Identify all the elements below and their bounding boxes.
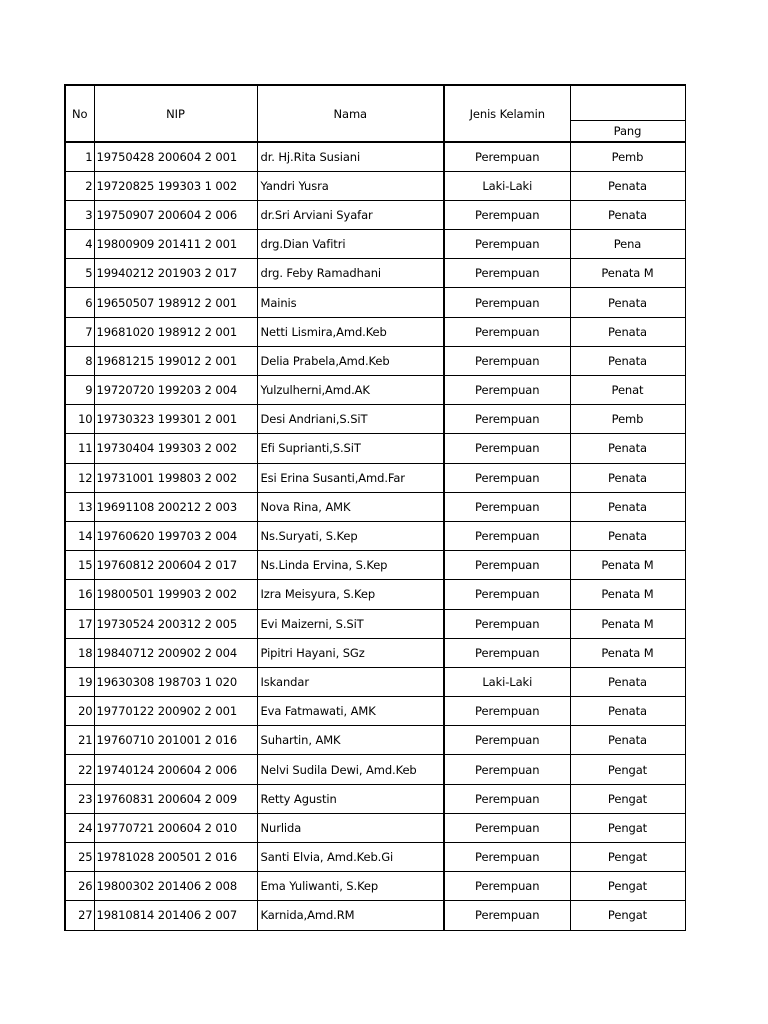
table-row: [65, 376, 685, 405]
pangkat-cell: Pengat: [570, 901, 685, 930]
nip-cell: 19781028 200501 2 016: [94, 843, 257, 872]
row-number: 23: [65, 784, 94, 813]
nip-cell: 19940212 201903 2 017: [94, 259, 257, 288]
nip-cell: 19760620 199703 2 004: [94, 521, 257, 550]
nama-cell: drg.Dian Vafitri: [257, 230, 444, 259]
pangkat-cell: Pengat: [570, 843, 685, 872]
table-row: [65, 667, 685, 696]
header-pangkat-group: [570, 85, 685, 121]
pangkat-cell: Penata M: [570, 609, 685, 638]
row-number: 10: [65, 405, 94, 434]
jenis-kelamin-cell: Perempuan: [444, 434, 570, 463]
jenis-kelamin-cell: Perempuan: [444, 609, 570, 638]
nip-cell: 19730524 200312 2 005: [94, 609, 257, 638]
row-number: 19: [65, 667, 94, 696]
pangkat-cell: Penata: [570, 667, 685, 696]
nip-cell: 19770122 200902 2 001: [94, 697, 257, 726]
nama-cell: dr. Hj.Rita Susiani: [257, 142, 444, 171]
nip-cell: 19800501 199903 2 002: [94, 580, 257, 609]
nama-cell: Eva Fatmawati, AMK: [257, 697, 444, 726]
row-number: 20: [65, 697, 94, 726]
pangkat-cell: Penata: [570, 463, 685, 492]
jenis-kelamin-cell: Perempuan: [444, 755, 570, 784]
pangkat-cell: Penata: [570, 288, 685, 317]
nip-cell: 19730323 199301 2 001: [94, 405, 257, 434]
jenis-kelamin-cell: Perempuan: [444, 288, 570, 317]
employee-table: [64, 84, 686, 931]
table-row: [65, 463, 685, 492]
nip-cell: 19800909 201411 2 001: [94, 230, 257, 259]
jenis-kelamin-cell: Perempuan: [444, 317, 570, 346]
row-number: 13: [65, 492, 94, 521]
nip-cell: 19840712 200902 2 004: [94, 638, 257, 667]
row-number: 11: [65, 434, 94, 463]
nip-cell: 19630308 198703 1 020: [94, 667, 257, 696]
nama-cell: Izra Meisyura, S.Kep: [257, 580, 444, 609]
pangkat-cell: Penata M: [570, 259, 685, 288]
pangkat-cell: Pena: [570, 230, 685, 259]
pangkat-cell: Penat: [570, 376, 685, 405]
nama-cell: Nurlida: [257, 813, 444, 842]
row-number: 24: [65, 813, 94, 842]
row-number: 1: [65, 142, 94, 171]
nip-cell: 19760812 200604 2 017: [94, 551, 257, 580]
table-row: [65, 609, 685, 638]
nip-cell: 19750907 200604 2 006: [94, 200, 257, 229]
jenis-kelamin-cell: Perempuan: [444, 463, 570, 492]
table-row: [65, 317, 685, 346]
header-nip: NIP: [94, 85, 257, 142]
table-row: [65, 755, 685, 784]
row-number: 3: [65, 200, 94, 229]
jenis-kelamin-cell: Perempuan: [444, 346, 570, 375]
table-row: [65, 346, 685, 375]
jenis-kelamin-cell: Perempuan: [444, 872, 570, 901]
nip-cell: 19810814 201406 2 007: [94, 901, 257, 930]
nip-cell: 19720825 199303 1 002: [94, 171, 257, 200]
jenis-kelamin-cell: Perempuan: [444, 142, 570, 171]
header-nama: Nama: [257, 85, 444, 142]
pangkat-cell: Penata M: [570, 638, 685, 667]
row-number: 7: [65, 317, 94, 346]
nama-cell: Desi Andriani,S.SiT: [257, 405, 444, 434]
nama-cell: Delia Prabela,Amd.Keb: [257, 346, 444, 375]
pangkat-cell: Pemb: [570, 142, 685, 171]
table-row: [65, 638, 685, 667]
table-row: [65, 813, 685, 842]
nama-cell: Netti Lismira,Amd.Keb: [257, 317, 444, 346]
pangkat-cell: Pengat: [570, 755, 685, 784]
nip-cell: 19750428 200604 2 001: [94, 142, 257, 171]
jenis-kelamin-cell: Perempuan: [444, 843, 570, 872]
pangkat-cell: Penata: [570, 697, 685, 726]
jenis-kelamin-cell: Perempuan: [444, 551, 570, 580]
table-row: [65, 521, 685, 550]
row-number: 8: [65, 346, 94, 375]
nip-cell: 19740124 200604 2 006: [94, 755, 257, 784]
nama-cell: Suhartin, AMK: [257, 726, 444, 755]
table-row: [65, 288, 685, 317]
nip-cell: 19760831 200604 2 009: [94, 784, 257, 813]
nip-cell: 19691108 200212 2 003: [94, 492, 257, 521]
table-row: [65, 200, 685, 229]
nama-cell: Esi Erina Susanti,Amd.Far: [257, 463, 444, 492]
table-row: [65, 405, 685, 434]
nip-cell: 19760710 201001 2 016: [94, 726, 257, 755]
pangkat-cell: Pengat: [570, 813, 685, 842]
employee-rows: [65, 142, 685, 930]
header-jenis-kelamin: Jenis Kelamin: [444, 85, 570, 142]
row-number: 17: [65, 609, 94, 638]
pangkat-cell: Pengat: [570, 784, 685, 813]
pangkat-cell: Penata: [570, 346, 685, 375]
table-row: [65, 697, 685, 726]
row-number: 14: [65, 521, 94, 550]
row-number: 5: [65, 259, 94, 288]
nama-cell: drg. Feby Ramadhani: [257, 259, 444, 288]
table-row: [65, 492, 685, 521]
nama-cell: Karnida,Amd.RM: [257, 901, 444, 930]
jenis-kelamin-cell: Perempuan: [444, 784, 570, 813]
row-number: 25: [65, 843, 94, 872]
row-number: 12: [65, 463, 94, 492]
table-row: [65, 843, 685, 872]
nip-cell: 19731001 199803 2 002: [94, 463, 257, 492]
table-row: [65, 580, 685, 609]
header-pangkat: Pang: [570, 121, 685, 143]
nip-cell: 19770721 200604 2 010: [94, 813, 257, 842]
pangkat-cell: Penata M: [570, 580, 685, 609]
table-row: [65, 726, 685, 755]
row-number: 26: [65, 872, 94, 901]
nama-cell: Iskandar: [257, 667, 444, 696]
table-row: [65, 230, 685, 259]
row-number: 22: [65, 755, 94, 784]
nip-cell: 19730404 199303 2 002: [94, 434, 257, 463]
row-number: 15: [65, 551, 94, 580]
row-number: 21: [65, 726, 94, 755]
jenis-kelamin-cell: Perempuan: [444, 580, 570, 609]
nama-cell: Pipitri Hayani, SGz: [257, 638, 444, 667]
row-number: 2: [65, 171, 94, 200]
table-row: [65, 171, 685, 200]
nama-cell: Efi Suprianti,S.SiT: [257, 434, 444, 463]
jenis-kelamin-cell: Laki-Laki: [444, 171, 570, 200]
nama-cell: Yandri Yusra: [257, 171, 444, 200]
pangkat-cell: Penata: [570, 521, 685, 550]
jenis-kelamin-cell: Perempuan: [444, 638, 570, 667]
pangkat-cell: Penata: [570, 492, 685, 521]
nip-cell: 19681215 199012 2 001: [94, 346, 257, 375]
jenis-kelamin-cell: Perempuan: [444, 405, 570, 434]
nama-cell: Yulzulherni,Amd.AK: [257, 376, 444, 405]
nama-cell: Nova Rina, AMK: [257, 492, 444, 521]
nama-cell: Mainis: [257, 288, 444, 317]
row-number: 18: [65, 638, 94, 667]
pangkat-cell: Penata: [570, 317, 685, 346]
row-number: 6: [65, 288, 94, 317]
nip-cell: 19650507 198912 2 001: [94, 288, 257, 317]
jenis-kelamin-cell: Perempuan: [444, 813, 570, 842]
jenis-kelamin-cell: Laki-Laki: [444, 667, 570, 696]
table-row: [65, 142, 685, 171]
table-row: [65, 901, 685, 930]
pangkat-cell: Pemb: [570, 405, 685, 434]
pangkat-cell: Pengat: [570, 872, 685, 901]
row-number: 9: [65, 376, 94, 405]
table-row: [65, 872, 685, 901]
row-number: 16: [65, 580, 94, 609]
jenis-kelamin-cell: Perempuan: [444, 521, 570, 550]
pangkat-cell: Penata M: [570, 551, 685, 580]
nama-cell: Retty Agustin: [257, 784, 444, 813]
nama-cell: dr.Sri Arviani Syafar: [257, 200, 444, 229]
table-row: [65, 434, 685, 463]
pangkat-cell: Penata: [570, 434, 685, 463]
employee-table-viewport: [64, 84, 654, 929]
row-number: 27: [65, 901, 94, 930]
table-row: [65, 784, 685, 813]
nama-cell: Santi Elvia, Amd.Keb.Gi: [257, 843, 444, 872]
header-no: No: [65, 85, 94, 142]
pangkat-cell: Penata: [570, 200, 685, 229]
nama-cell: Nelvi Sudila Dewi, Amd.Keb: [257, 755, 444, 784]
table-row: [65, 259, 685, 288]
jenis-kelamin-cell: Perempuan: [444, 726, 570, 755]
jenis-kelamin-cell: Perempuan: [444, 376, 570, 405]
jenis-kelamin-cell: Perempuan: [444, 230, 570, 259]
jenis-kelamin-cell: Perempuan: [444, 901, 570, 930]
pangkat-cell: Penata: [570, 171, 685, 200]
row-number: 4: [65, 230, 94, 259]
nama-cell: Evi Maizerni, S.SiT: [257, 609, 444, 638]
nama-cell: Ns.Linda Ervina, S.Kep: [257, 551, 444, 580]
jenis-kelamin-cell: Perempuan: [444, 697, 570, 726]
jenis-kelamin-cell: Perempuan: [444, 492, 570, 521]
table-row: [65, 551, 685, 580]
jenis-kelamin-cell: Perempuan: [444, 200, 570, 229]
nama-cell: Ns.Suryati, S.Kep: [257, 521, 444, 550]
pangkat-cell: Penata: [570, 726, 685, 755]
nama-cell: Ema Yuliwanti, S.Kep: [257, 872, 444, 901]
nip-cell: 19800302 201406 2 008: [94, 872, 257, 901]
nip-cell: 19681020 198912 2 001: [94, 317, 257, 346]
jenis-kelamin-cell: Perempuan: [444, 259, 570, 288]
nip-cell: 19720720 199203 2 004: [94, 376, 257, 405]
